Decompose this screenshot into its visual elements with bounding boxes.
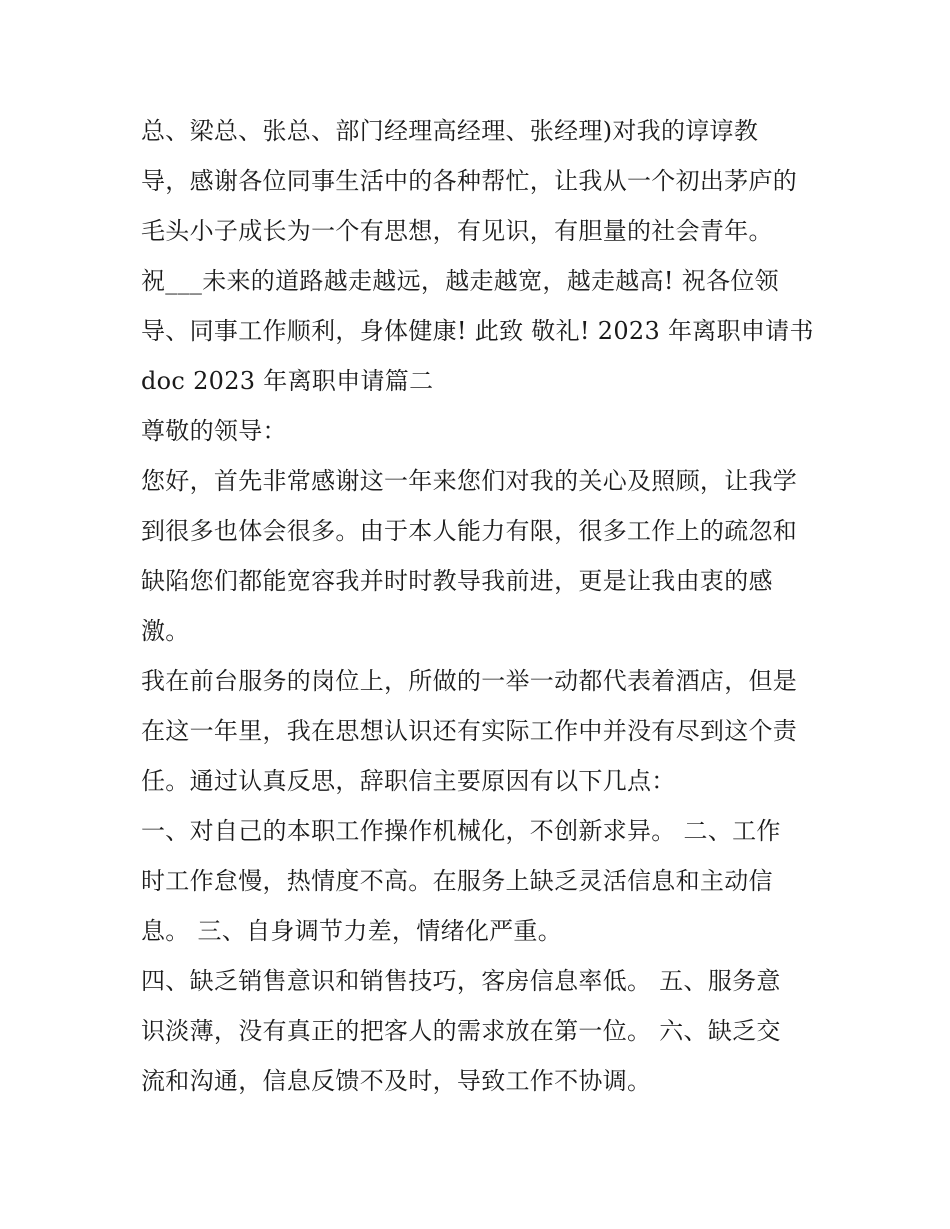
text-line: 缺陷您们都能宽容我并时时教导我前进，更是让我由衷的感 <box>141 567 773 595</box>
text-line: 您好，首先非常感谢这一年来您们对我的关心及照顾，让我学 <box>141 467 798 495</box>
text-line: 我在前台服务的岗位上，所做的一举一动都代表着酒店，但是 <box>141 667 798 695</box>
text-line: 在这一年里，我在思想认识还有实际工作中并没有尽到这个责 <box>141 717 798 745</box>
text-line: 祝___未来的道路越走越远，越走越宽，越走越高! 祝各位领 <box>141 267 779 295</box>
text-line: 四、缺乏销售意识和销售技巧，客房信息率低。 五、服务意 <box>141 967 781 995</box>
text-line: 总、梁总、张总、部门经理高经理、张经理)对我的谆谆教 <box>141 117 759 145</box>
text-line: 导，感谢各位同事生活中的各种帮忙，让我从一个初出茅庐的 <box>141 167 798 195</box>
text-line: 时工作怠慢，热情度不高。在服务上缺乏灵活信息和主动信 <box>141 867 773 895</box>
text-line: 识淡薄，没有真正的把客人的需求放在第一位。 六、缺乏交 <box>141 1017 781 1045</box>
document-body <box>141 106 821 1106</box>
text-line: 流和沟通，信息反馈不及时，导致工作不协调。 <box>141 1067 652 1095</box>
text-line: doc 2023 年离职申请篇二 <box>141 367 434 395</box>
salutation: 尊敬的领导： <box>141 417 287 445</box>
text-line: 毛头小子成长为一个有思想，有见识，有胆量的社会青年。 <box>141 217 773 245</box>
text-line: 息。 三、自身调节力差，情绪化严重。 <box>141 917 563 945</box>
text-line: 导、同事工作顺利，身体健康! 此致 敬礼! 2023 年离职申请书 <box>141 317 814 345</box>
text-line: 到很多也体会很多。由于本人能力有限，很多工作上的疏忽和 <box>141 517 798 545</box>
text-line: 激。 <box>141 617 190 645</box>
text-line: 任。通过认真反思，辞职信主要原因有以下几点： <box>141 767 676 795</box>
text-line: 一、对自己的本职工作操作机械化，不创新求异。 二、工作 <box>141 817 781 845</box>
